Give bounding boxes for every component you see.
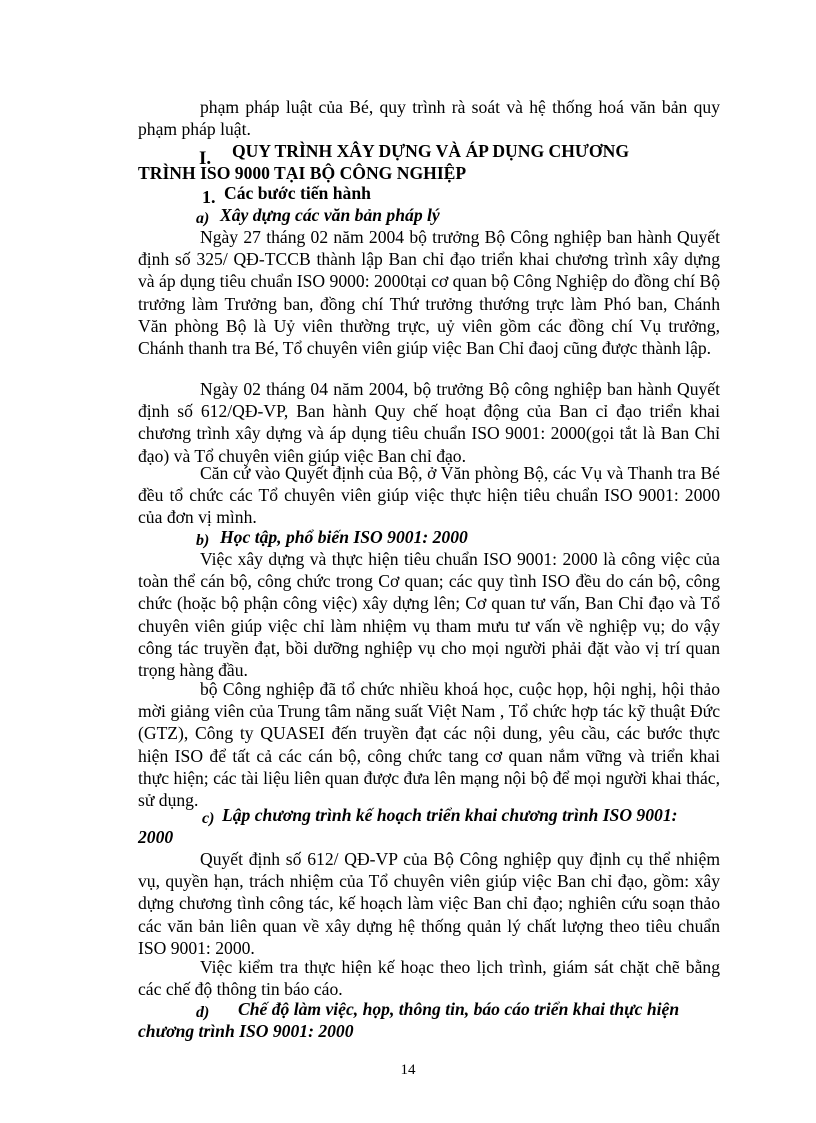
paragraph-decision-325: Ngày 27 tháng 02 năm 2004 bộ trưởng Bộ Công nghiệp ban hành Quyết định số 325/ QĐ-TCCB thành lập Ban chỉ đạo triển khai chương trình xây dựng và áp dụng tiêu chuẩn ISO 9000: 2000tại cơ quan bộ Công Nghiệp do đồng chí Bộ trưởng làm Trưởng ban, đồng chí Thứ trưởng thướng trực làm Phó ban, Chánh Văn phòng Bộ là Uỷ viên thường trực, uỷ viên gồm các đồng chí Vụ trưởng, Chánh thanh tra Bé, Tổ chuyên viên giúp việc Ban Chỉ đaoj cũng được thành lập. [138, 227, 720, 359]
item-title-c-line2: 2000 [138, 827, 174, 847]
item-title-b: Học tập, phổ biến ISO 9001: 2000 [220, 527, 468, 547]
item-marker-b: b) [196, 532, 210, 549]
paragraph-iso-work: Việc xây dựng và thực hiện tiêu chuẩn ISO 9001: 2000 là công việc của toàn thể cán bộ, công chức trong Cơ quan; các quy tình ISO đều do cán bộ, công chức (hoặc bộ phận công việc) xây dựng lên; Cơ quan tư vấn, Ban Chỉ đạo và Tổ chuyên viên giúp việc chỉ làm nhiệm vụ tham mưu tư vấn về nghiệp vụ; do vậy công tác truyền đạt, bồi dưỡng nghiệp vụ cho mọi người phải đặt vào vị trí quan trọng hàng đầu. [138, 549, 720, 681]
item-marker-a: a) [196, 210, 210, 227]
page-number: 14 [400, 1062, 416, 1078]
subsection-title: Các bước tiến hành [224, 183, 371, 203]
paragraph-decision-612: Ngày 02 tháng 04 năm 2004, bộ trưởng Bộ công nghiệp ban hành Quyết định số 612/QĐ-VP, Ban hành Quy chế hoạt động của Ban cỉ đạo triển khai chương trình xây dựng và áp dụng tiêu chuẩn ISO 9001: 2000(gọi tắt là Ban Chỉ đạo) và Tổ chuyên viên giúp việc Ban chỉ đạo. [138, 379, 720, 466]
item-marker-c: c) [202, 810, 215, 827]
paragraph-ministry-teams: Căn cứ vào Quyết định của Bộ, ở Văn phòng Bộ, các Vụ và Thanh tra Bé đều tổ chức các Tổ chuyên viên giúp việc thực hiện tiêu chuẩn ISO 9001: 2000 của đơn vị mình. [138, 463, 720, 528]
section-title-line2: TRÌNH ISO 9000 TẠI BỘ CÔNG NGHIỆP [138, 163, 467, 183]
item-title-d-line2: chương trình ISO 9001: 2000 [138, 1021, 354, 1041]
subsection-number: 1. [202, 187, 216, 207]
item-title-c-line1: Lập chương trình kế hoạch triển khai chương trình ISO 9001: [222, 805, 678, 825]
paragraph-intro: phạm pháp luật của Bé, quy trình rà soát và hệ thống hoá văn bản quy phạm pháp luật. [138, 97, 720, 140]
section-title-line1: QUY TRÌNH XÂY DỰNG VÀ ÁP DỤNG CHƯƠNG [232, 141, 630, 161]
paragraph-monitoring: Việc kiểm tra thực hiện kế hoạc theo lịch trình, giám sát chặt chẽ bằng các chế độ thông tin báo cáo. [138, 957, 720, 1000]
item-title-a: Xây dựng các văn bản pháp lý [220, 205, 440, 225]
section-number: I. [199, 148, 212, 169]
item-title-d-line1: Chế độ làm việc, họp, thông tin, báo cáo triển khai thực hiện [238, 999, 680, 1019]
item-marker-d: d) [196, 1004, 210, 1021]
paragraph-training: bộ Công nghiệp đã tổ chức nhiều khoá học, cuộc họp, hội nghị, hội thảo mời giảng viên của Trung tâm năng suất Việt Nam , Tổ chức hợp tác kỹ thuật Đức (GTZ), Công ty QUASEI đến truyền đạt các nội dung, yêu cầu, các bước thực hiện ISO để tất cả các cán bộ, công chức tang cơ quan nắm vững và triển khai thực hiện; các tài liệu liên quan được đưa lên mạng nội bộ để mọi người khai thác, sử dụng. [138, 679, 720, 811]
paragraph-team-duties: Quyết định số 612/ QĐ-VP của Bộ Công nghiệp quy định cụ thể nhiệm vụ, quyền hạn, trách nhiệm của Tổ chuyên viên giúp việc Ban chỉ đạo, gồm: xây dựng chương tình công tác, kế hoạch làm việc Ban chỉ đạo; nghiên cứu soạn thảo các văn bản liên quan về xây dựng hệ thống quản lý chất lượng theo tiêu chuẩn ISO 9001: 2000. [138, 849, 720, 958]
